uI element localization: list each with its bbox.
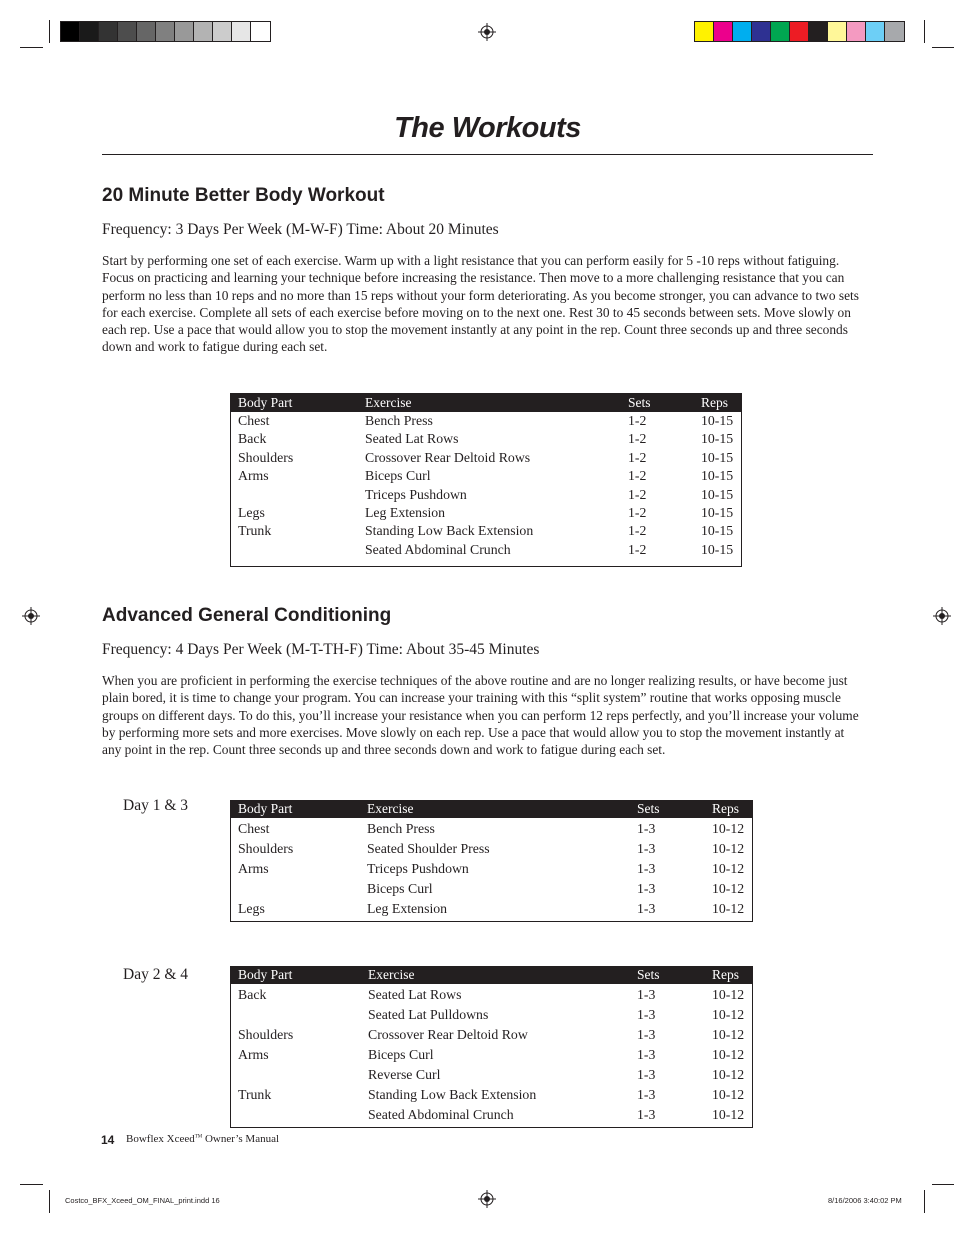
cell-sets: 1-2	[628, 413, 647, 428]
color-swatch	[695, 22, 714, 41]
cell-sets: 1-2	[628, 541, 647, 557]
color-swatch	[80, 22, 99, 41]
color-swatch	[733, 22, 752, 41]
cell-exercise: Seated Shoulder Press	[367, 841, 490, 856]
process-color-bar	[694, 21, 905, 42]
cell-reps: 10-15	[701, 413, 734, 428]
cell-exercise: Seated Lat Rows	[368, 987, 462, 1002]
column-header-exercise: Exercise	[367, 801, 414, 816]
cell-reps: 10-15	[701, 431, 734, 447]
page-title: The Workouts	[394, 112, 581, 144]
table-row	[231, 985, 752, 1005]
cell-sets: 1-3	[637, 901, 656, 916]
crop-mark	[932, 1184, 954, 1185]
cell-body-part: Arms	[238, 861, 269, 876]
color-swatch	[118, 22, 137, 41]
cell-body-part	[231, 486, 358, 504]
color-swatch	[251, 22, 270, 41]
column-header-reps: Reps	[701, 395, 728, 410]
cell-sets: 1-3	[637, 1107, 656, 1122]
cell-exercise: Standing Low Back Extension	[365, 523, 534, 539]
cell-body-part: Shoulders	[238, 449, 294, 465]
manual-name-suffix: Owner’s Manual	[202, 1133, 280, 1145]
cell-exercise: Seated Lat Rows	[365, 431, 459, 447]
crop-mark	[924, 1190, 925, 1213]
cell-reps: 10-12	[712, 1107, 745, 1122]
cell-body-part: Back	[238, 987, 267, 1002]
column-header-sets: Sets	[637, 801, 660, 816]
cell-body-part	[231, 1105, 361, 1125]
workout-table-day-2-4	[230, 966, 753, 1128]
cell-sets: 1-2	[628, 504, 647, 520]
table-row	[231, 449, 741, 467]
cell-reps: 10-15	[701, 523, 734, 539]
cell-body-part: Chest	[238, 821, 270, 836]
color-swatch	[790, 22, 809, 41]
column-header-reps: Reps	[712, 801, 739, 816]
table-row	[231, 1085, 752, 1105]
workout-table-better-body	[230, 393, 742, 567]
file-slug: Costco_BFX_Xceed_OM_FINAL_print.indd 16	[65, 1196, 220, 1205]
table-row	[231, 899, 752, 919]
frequency-text: Frequency: 3 Days Per Week (M-W-F) Time: About 20 Minutes	[102, 221, 499, 238]
cell-exercise: Bench Press	[365, 413, 433, 428]
cell-sets: 1-3	[637, 861, 656, 876]
day-label-1-3: Day 1 & 3	[123, 797, 189, 814]
cell-exercise: Seated Lat Pulldowns	[368, 1007, 489, 1022]
color-swatch	[213, 22, 232, 41]
workout-table-day-1-3	[230, 800, 753, 922]
section-heading-better-body: 20 Minute Better Body Workout	[102, 185, 385, 206]
registration-mark-icon	[933, 607, 951, 625]
cell-exercise: Standing Low Back Extension	[368, 1087, 537, 1102]
cell-body-part: Legs	[238, 504, 265, 520]
color-swatch	[771, 22, 790, 41]
cell-exercise: Biceps Curl	[365, 468, 431, 484]
cell-exercise: Seated Abdominal Crunch	[368, 1107, 514, 1122]
table-row	[231, 879, 752, 899]
manual-name	[126, 1133, 279, 1145]
table-row	[231, 1105, 752, 1125]
cell-reps: 10-12	[712, 821, 745, 836]
color-swatch	[714, 22, 733, 41]
cell-exercise: Leg Extension	[367, 901, 448, 916]
cell-sets: 1-2	[628, 431, 647, 447]
color-swatch	[752, 22, 771, 41]
cell-sets: 1-3	[637, 1087, 656, 1102]
table-header-row	[231, 393, 741, 412]
instructions-paragraph: Start by performing one set of each exercise. Warm up with a light resistance that you can perform easily for 5 -10 reps without fatiguing. Focus on practicing and learning your technique before increasing the resistance. Then move to a more challenging resistance that you can perform no less than 10 reps and no more than 15 reps without your form deteriorating. As you become stronger, you can advance to two sets for each exercise. Complete all sets of each exercise before moving on to the next one. Rest 30 to 45 seconds between sets. Move slowly on each rep. Use a pace that would allow you to stop the movement instantly at any point in the rep. Count three seconds up and three seconds down and work to fatigue during each set.	[102, 253, 859, 355]
cell-sets: 1-3	[637, 1067, 656, 1082]
cell-body-part: Shoulders	[238, 1027, 294, 1042]
frequency-text: Frequency: 4 Days Per Week (M-T-TH-F) Time: About 35-45 Minutes	[102, 641, 540, 658]
cell-sets: 1-3	[637, 1007, 656, 1022]
cell-reps: 10-12	[712, 901, 745, 916]
table-row	[231, 486, 741, 504]
cell-sets: 1-2	[628, 468, 647, 484]
cell-reps: 10-12	[712, 987, 745, 1002]
cell-exercise: Biceps Curl	[367, 881, 433, 896]
cell-body-part: Trunk	[238, 523, 272, 539]
column-header-exercise: Exercise	[365, 395, 412, 410]
cell-body-part: Back	[238, 431, 267, 447]
table-row	[231, 1045, 752, 1065]
color-swatch	[809, 22, 828, 41]
cell-reps: 10-15	[701, 504, 734, 520]
column-header-exercise: Exercise	[368, 967, 415, 982]
cell-sets: 1-3	[637, 841, 656, 856]
cell-exercise: Leg Extension	[365, 504, 446, 520]
column-header-body-part: Body Part	[238, 395, 293, 410]
day-label-2-4: Day 2 & 4	[123, 966, 189, 983]
registration-mark-icon	[478, 1190, 496, 1208]
registration-mark-icon	[22, 607, 40, 625]
table-row	[231, 541, 741, 559]
table-row	[231, 839, 752, 859]
cell-sets: 1-3	[637, 881, 656, 896]
cell-sets: 1-3	[637, 821, 656, 836]
print-timestamp: 8/16/2006 3:40:02 PM	[828, 1196, 902, 1205]
crop-mark	[20, 47, 43, 48]
cell-sets: 1-3	[637, 1027, 656, 1042]
cell-reps: 10-12	[712, 861, 745, 876]
cell-reps: 10-12	[712, 1067, 745, 1082]
trademark-symbol: TM	[194, 1134, 203, 1140]
cell-reps: 10-15	[701, 541, 734, 557]
column-header-body-part: Body Part	[238, 801, 293, 816]
cell-reps: 10-12	[712, 1007, 745, 1022]
table-row	[231, 504, 741, 522]
table-row	[231, 412, 741, 430]
table-row	[231, 1025, 752, 1045]
column-header-sets: Sets	[637, 967, 660, 982]
instructions-paragraph: When you are proficient in performing the exercise techniques of the above routine and are no longer realizing results, or have become just plain bored, it is time to change your program. You can increase your training with this “split system” routine that works opposing muscle groups on different days. To do this, you’ll increase your resistance when you can perform 12 reps perfectly, and you’ll increase your volume by performing more sets and more exercises. Move slowly on each rep. Use a pace that would allow you to stop the movement instantly at any point in the rep. Count three seconds up and three seconds down and work to fatigue during each set.	[102, 673, 859, 758]
cell-sets: 1-2	[628, 486, 647, 502]
cell-reps: 10-12	[712, 1047, 745, 1062]
cell-exercise: Bench Press	[367, 821, 435, 836]
table-row	[231, 859, 752, 879]
cell-exercise: Triceps Pushdown	[367, 861, 469, 876]
cell-exercise: Triceps Pushdown	[365, 486, 467, 502]
cell-body-part: Arms	[238, 1047, 269, 1062]
table-row	[231, 430, 741, 448]
cell-body-part: Legs	[238, 901, 265, 916]
cell-exercise: Seated Abdominal Crunch	[365, 541, 511, 557]
column-header-reps: Reps	[712, 967, 739, 982]
cell-reps: 10-12	[712, 881, 745, 896]
cell-body-part	[231, 541, 358, 559]
cell-body-part	[231, 879, 360, 899]
table-row	[231, 522, 741, 540]
cell-reps: 10-15	[701, 468, 734, 484]
page-number: 14	[101, 1133, 115, 1147]
cell-body-part: Arms	[238, 468, 269, 484]
crop-mark	[49, 20, 50, 43]
crop-mark	[932, 47, 954, 48]
table-row	[231, 1005, 752, 1025]
grayscale-color-bar	[60, 21, 271, 42]
cell-reps: 10-15	[701, 486, 734, 502]
color-swatch	[847, 22, 866, 41]
color-swatch	[99, 22, 118, 41]
color-swatch	[232, 22, 251, 41]
cell-body-part: Trunk	[238, 1087, 272, 1102]
cell-body-part	[231, 1065, 361, 1085]
crop-mark	[49, 1190, 50, 1213]
cell-exercise: Reverse Curl	[368, 1067, 441, 1082]
color-swatch	[137, 22, 156, 41]
cell-sets: 1-2	[628, 449, 647, 465]
color-swatch	[194, 22, 213, 41]
table-row	[231, 1065, 752, 1085]
cell-reps: 10-15	[701, 449, 734, 465]
cell-exercise: Biceps Curl	[368, 1047, 434, 1062]
table-header-row	[231, 800, 752, 818]
cell-sets: 1-3	[637, 987, 656, 1002]
section-heading-advanced: Advanced General Conditioning	[102, 605, 392, 626]
cell-reps: 10-12	[712, 841, 745, 856]
cell-body-part: Shoulders	[238, 841, 294, 856]
title-divider	[102, 154, 873, 155]
color-swatch	[61, 22, 80, 41]
color-swatch	[885, 22, 904, 41]
crop-mark	[924, 20, 925, 43]
table-row	[231, 819, 752, 839]
cell-body-part	[231, 1005, 361, 1025]
color-swatch	[156, 22, 175, 41]
table-header-row	[231, 966, 752, 984]
cell-reps: 10-12	[712, 1027, 745, 1042]
color-swatch	[828, 22, 847, 41]
cell-body-part: Chest	[238, 413, 270, 428]
crop-mark	[20, 1184, 43, 1185]
cell-sets: 1-3	[637, 1047, 656, 1062]
cell-exercise: Crossover Rear Deltoid Rows	[365, 449, 531, 465]
cell-exercise: Crossover Rear Deltoid Row	[368, 1027, 528, 1042]
registration-mark-icon	[478, 23, 496, 41]
cell-reps: 10-12	[712, 1087, 745, 1102]
column-header-sets: Sets	[628, 395, 651, 410]
color-swatch	[866, 22, 885, 41]
table-row	[231, 467, 741, 485]
column-header-body-part: Body Part	[238, 967, 293, 982]
manual-name-text: Bowflex Xceed	[126, 1133, 195, 1145]
color-swatch	[175, 22, 194, 41]
cell-sets: 1-2	[628, 523, 647, 539]
